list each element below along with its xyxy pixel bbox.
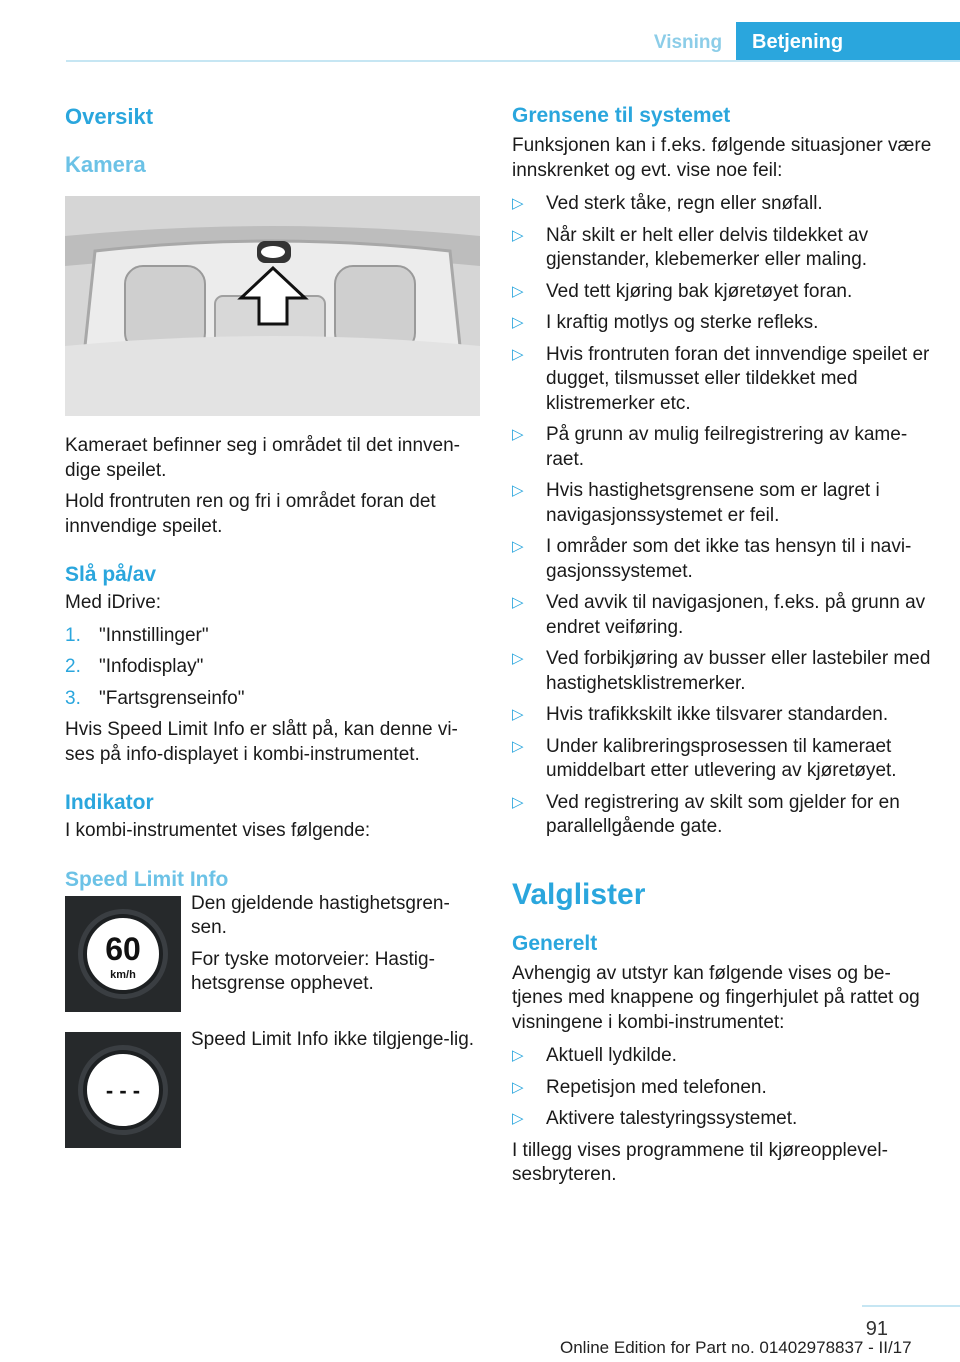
list-item <box>512 1107 932 1132</box>
bullet-triangle-icon: ▷ <box>512 650 524 667</box>
tab-betjening[interactable]: Betjening <box>736 22 960 62</box>
sign-unit: km/h <box>110 968 136 981</box>
list-item <box>512 735 932 784</box>
sign-60-desc-2: For tyske motorveier: Hastig-hetsgrense opphevet. <box>191 948 435 994</box>
step-text: "Innstillinger" <box>99 624 209 646</box>
kamera-paragraph-1: Kameraet befinner seg i området til det innven-dige speilet. <box>65 435 460 481</box>
steps-list <box>65 624 480 712</box>
list-item <box>512 591 932 640</box>
page-number: 91 <box>865 1318 888 1340</box>
list-item <box>512 535 932 584</box>
list-item-text: Ved tett kjøring bak kjøretøyet foran. <box>546 280 853 302</box>
generelt-paragraph: Avhengig av utstyr kan følgende vises og be-tjenes med knappene og fingerhjulet på rattet og visningene i kombi-instrumentet: <box>512 962 920 1033</box>
header-divider <box>66 60 960 62</box>
camera-photo <box>65 196 480 416</box>
bullet-triangle-icon: ▷ <box>512 426 524 443</box>
subsection-title-sla: Slå på/av <box>65 563 157 586</box>
step-item <box>65 655 480 680</box>
sign-dashes: - - - <box>105 1077 141 1103</box>
grensene-intro: Funksjonen kan i f.eks. følgende situasjoner være innskrenket og evt. vise noe feil: <box>512 135 932 181</box>
sign-row-none <box>65 1028 480 1148</box>
bullet-triangle-icon: ▷ <box>512 282 524 300</box>
sla-paragraph: Hvis Speed Limit Info er slått på, kan denne vi-ses på info-displayet i kombi-instrumentet. <box>65 719 458 765</box>
speed-limit-60-icon <box>65 896 181 1012</box>
list-item <box>512 311 932 336</box>
indikator-paragraph: I kombi-instrumentet vises følgende: <box>65 820 371 841</box>
sign-row-60 <box>65 892 480 1012</box>
list-item-text: Hvis trafikkskilt ikke tilsvarer standarden. <box>546 704 889 725</box>
options-list <box>512 1044 932 1132</box>
bullet-triangle-icon: ▷ <box>512 226 524 244</box>
sign-60-desc-1: Den gjeldende hastighetsgren-sen. <box>191 892 450 938</box>
edition-note: Online Edition for Part no. 01402978837 - II/17 <box>560 1338 912 1357</box>
kamera-paragraph-2: Hold frontruten ren og fri i området foran det innvendige speilet. <box>65 491 436 537</box>
list-item <box>512 479 932 528</box>
right-column <box>512 100 932 1188</box>
list-item-text: Ved avvik til navigasjonen, f.eks. på grunn av endret veiføring. <box>546 592 926 638</box>
bullet-triangle-icon: ▷ <box>512 345 524 363</box>
list-item-text: Ved forbikjøring av busser eller lastebiler med hastighetsklistremerker. <box>546 648 931 694</box>
step-text: "Fartsgrenseinfo" <box>99 687 245 709</box>
list-item <box>512 1076 932 1101</box>
list-item-text: På grunn av mulig feilregistrering av kame-raet. <box>546 424 908 470</box>
bullet-triangle-icon: ▷ <box>512 482 524 499</box>
bullet-triangle-icon: ▷ <box>512 314 524 331</box>
end-paragraph: I tillegg vises programmene til kjøreopplevel-sesbryteren. <box>512 1139 888 1185</box>
list-item-text: Ved sterk tåke, regn eller snøfall. <box>546 193 823 214</box>
subsection-title-kamera: Kamera <box>65 152 146 177</box>
step-number: 3. <box>65 687 81 709</box>
step-item <box>65 624 480 649</box>
sign-60-text <box>181 892 480 1012</box>
list-item <box>512 224 932 273</box>
list-item <box>512 647 932 696</box>
step-item <box>65 687 480 712</box>
sla-intro: Med iDrive: <box>65 592 162 613</box>
bullet-triangle-icon: ▷ <box>512 737 524 755</box>
list-item <box>512 791 932 840</box>
sign-value: 60 <box>105 930 141 967</box>
sign-none-desc: Speed Limit Info ikke tilgjenge-lig. <box>191 1028 475 1050</box>
subsection-title-generelt: Generelt <box>512 931 598 955</box>
speed-limit-unavailable-icon <box>65 1032 181 1148</box>
car-interior-illustration <box>65 196 480 416</box>
list-item-text: Aktivere talestyringssystemet. <box>546 1108 798 1129</box>
footer-divider <box>862 1305 960 1307</box>
section-title-valglister: Valglister <box>512 877 646 911</box>
step-number: 1. <box>65 624 81 646</box>
step-number: 2. <box>65 656 81 677</box>
left-column <box>65 100 480 1148</box>
list-item <box>512 280 932 305</box>
section-title-oversikt: Oversikt <box>65 104 154 129</box>
list-item-text: Hvis hastighetsgrensene som er lagret i navigasjonssystemet er feil. <box>546 480 880 526</box>
list-item-text: Når skilt er helt eller delvis tildekket av gjenstander, klebemerker eller maling. <box>546 224 869 270</box>
subsection-title-sli: Speed Limit Info <box>65 867 229 891</box>
bullet-triangle-icon: ▷ <box>512 1047 524 1064</box>
bullet-triangle-icon: ▷ <box>512 195 524 212</box>
list-item-text: Aktuell lydkilde. <box>546 1045 677 1066</box>
sign-none-text <box>181 1028 475 1148</box>
subsection-title-indikator: Indikator <box>65 791 154 814</box>
list-item-text: Repetisjon med telefonen. <box>546 1076 767 1098</box>
bullet-triangle-icon: ▷ <box>512 793 524 811</box>
list-item-text: Ved registrering av skilt som gjelder for en parallellgående gate. <box>546 791 900 837</box>
list-item-text: Under kalibreringsprosessen til kameraet umiddelbart etter utlevering av kjøretøyet. <box>546 735 897 781</box>
list-item <box>512 192 932 217</box>
limits-list <box>512 192 932 840</box>
bullet-triangle-icon: ▷ <box>512 594 524 611</box>
bullet-triangle-icon: ▷ <box>512 1110 524 1127</box>
subsection-title-grensene: Grensene til systemet <box>512 104 731 127</box>
tab-visning[interactable]: Visning <box>653 32 723 53</box>
bullet-triangle-icon: ▷ <box>512 706 524 723</box>
bullet-triangle-icon: ▷ <box>512 1078 524 1096</box>
list-item-text: I områder som det ikke tas hensyn til i navi-gasjonssystemet. <box>546 536 912 582</box>
list-item-text: I kraftig motlys og sterke refleks. <box>546 312 819 333</box>
list-item <box>512 703 932 728</box>
list-item-text: Hvis frontruten foran det innvendige speilet er dugget, tilsmusset eller tildekket med klistremerker etc. <box>546 343 930 414</box>
list-item <box>512 423 932 472</box>
bullet-triangle-icon: ▷ <box>512 538 524 555</box>
step-text: "Infodisplay" <box>99 656 204 677</box>
list-item <box>512 343 932 417</box>
list-item <box>512 1044 932 1069</box>
